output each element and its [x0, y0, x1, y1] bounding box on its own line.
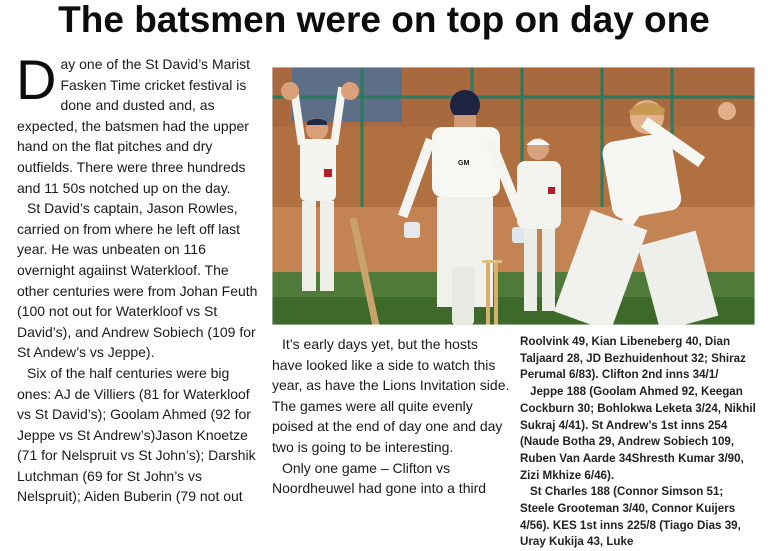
- paragraph-early-days: It’s early days yet, but the hosts have looked like a side to watch this year, as have the Lions Invitation side. The games were all quite evenly poised at the end of day one and day two is going to be interesting.: [272, 336, 510, 455]
- paragraph-one-game: Only one game – Clifton vs Noordheuwel had gone into a third: [272, 459, 487, 497]
- scores-st-charles: St Charles 188 (Connor Simson 51; Steele Grooteman 3/40, Connor Kuijers 4/56). KES 1st inns 225/8 (Tiago Dias 39, Uray Kukija 43, Luke: [520, 485, 741, 549]
- scores-clifton: Roolvink 49, Kian Libeneberg 40, Dian Taljaard 28, JD Bezhuidenhout 32; Shiraz Perumal 6/83). Clifton 2nd inns 34/1/: [520, 335, 746, 382]
- paragraph-intro-text: ay one of the St David’s Marist Fasken Time cricket festival is done and dusted and, as expected, the batsmen had the upper hand on the flat pitches and dry outfields. There were three hundreds and 11 50s notched up on the day.: [17, 56, 251, 196]
- cricket-photo: [272, 67, 755, 325]
- paragraph-half-centuries: Six of the half centuries were big ones: AJ de Villiers (81 for Waterkloof vs St David’s); Goolam Ahmed (92 for Jeppe vs St Andrew’s)Jason Knoetze (71 for Nelspruit vs St John’s); Darshik Lutchman (69 for St John’s vs Nelspruit); Aiden Buberin (79 not out: [17, 364, 256, 505]
- jersey-text: GM: [458, 160, 470, 167]
- headline: The batsmen were on top on day one: [58, 0, 710, 40]
- drop-cap: D: [16, 48, 57, 111]
- paragraph-intro: [16, 48, 259, 198]
- paragraph-captain: St David’s captain, Jason Rowles, carried on from where he left off last year. He was unbeaten on 116 overnight agaiinst Waterkloof. The other centuries were from Johan Feuth (100 not out for Waterkloof vs St David’s), and Andrew Sobiech (109 for St Andew’s vs Jeppe).: [17, 200, 258, 361]
- scores-column: [520, 334, 758, 551]
- scores-jeppe: Jeppe 188 (Goolam Ahmed 92, Keegan Cockburn 30; Bohlokwa Leketa 3/24, Nikhil Sukraj 4/41). St Andrew’s 1st inns 254 (Naude Botha 29, Andrew Sobiech 109, Ruben Van Aarde 34Shresth Kumar 3/90, Zizi Mkhize 6/46).: [520, 385, 756, 482]
- left-column: [16, 48, 259, 507]
- middle-column: [272, 334, 510, 499]
- cricket-photo-icon: [272, 67, 755, 325]
